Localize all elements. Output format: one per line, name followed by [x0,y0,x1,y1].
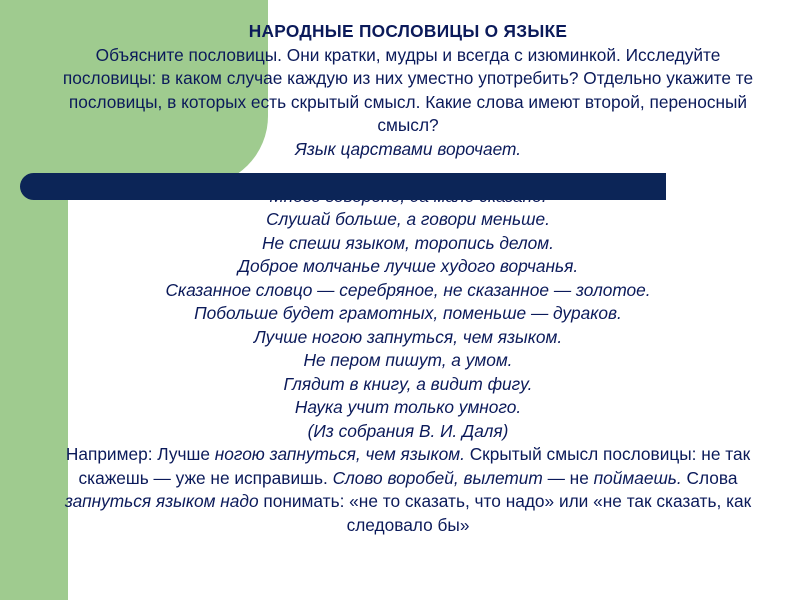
proverb: Язык царствами ворочает. [294,138,521,159]
proverb: Доброе молчанье лучше худого ворчанья. [237,256,579,276]
example-italic: Слово воробей, вылетит [332,467,543,488]
example-italic: поймаешь. [593,467,682,488]
example-text: Скрытый смысл пословицы: не так скажешь — уже не исправишь. [78,444,751,488]
example-text: понимать: «не то сказать, что надо» или «не так сказать, как следовало бы» [258,491,752,535]
example-paragraph [58,443,758,537]
proverb: Не пером пишут, а умом. [303,350,513,370]
example-text: Слова [681,467,738,488]
example-italic: запнуться языком надо [64,491,259,511]
example-text: Например: Лучше [65,444,215,464]
dark-blue-bar [20,173,666,200]
proverb: Глядит в книгу, а видит фигу. [283,373,533,394]
intro-text: Объясните пословицы. Они кратки, мудры и всегда с изюминкой. Исследуйте пословицы: в каком случае каждую из них уместно употребить? Отдельно укажите те пословицы, в которых есть скрытый смысл. Какие слова имеют второй, переносный смысл? [62,44,754,135]
proverb: Побольше будет грамотных, поменьше — дураков. [194,303,622,323]
proverb: Слушай больше, а говори меньше. [266,209,550,229]
proverb: Сказанное словцо — серебряное, не сказанное — золотое. [165,279,651,300]
example-text: — не [542,467,594,488]
proverb: Не спеши языком, торопись делом. [262,232,554,253]
example-italic: ногою запнуться, чем языком. [214,444,465,464]
proverb: Лучше ногою запнуться, чем языком. [253,326,563,347]
slide-title: НАРОДНЫЕ ПОСЛОВИЦЫ О ЯЗЫКЕ [248,21,568,41]
proverb: Наука учит только умного. [294,397,522,417]
source-attribution: (Из собрания В. И. Даля) [307,420,509,441]
slide-text [58,20,758,537]
